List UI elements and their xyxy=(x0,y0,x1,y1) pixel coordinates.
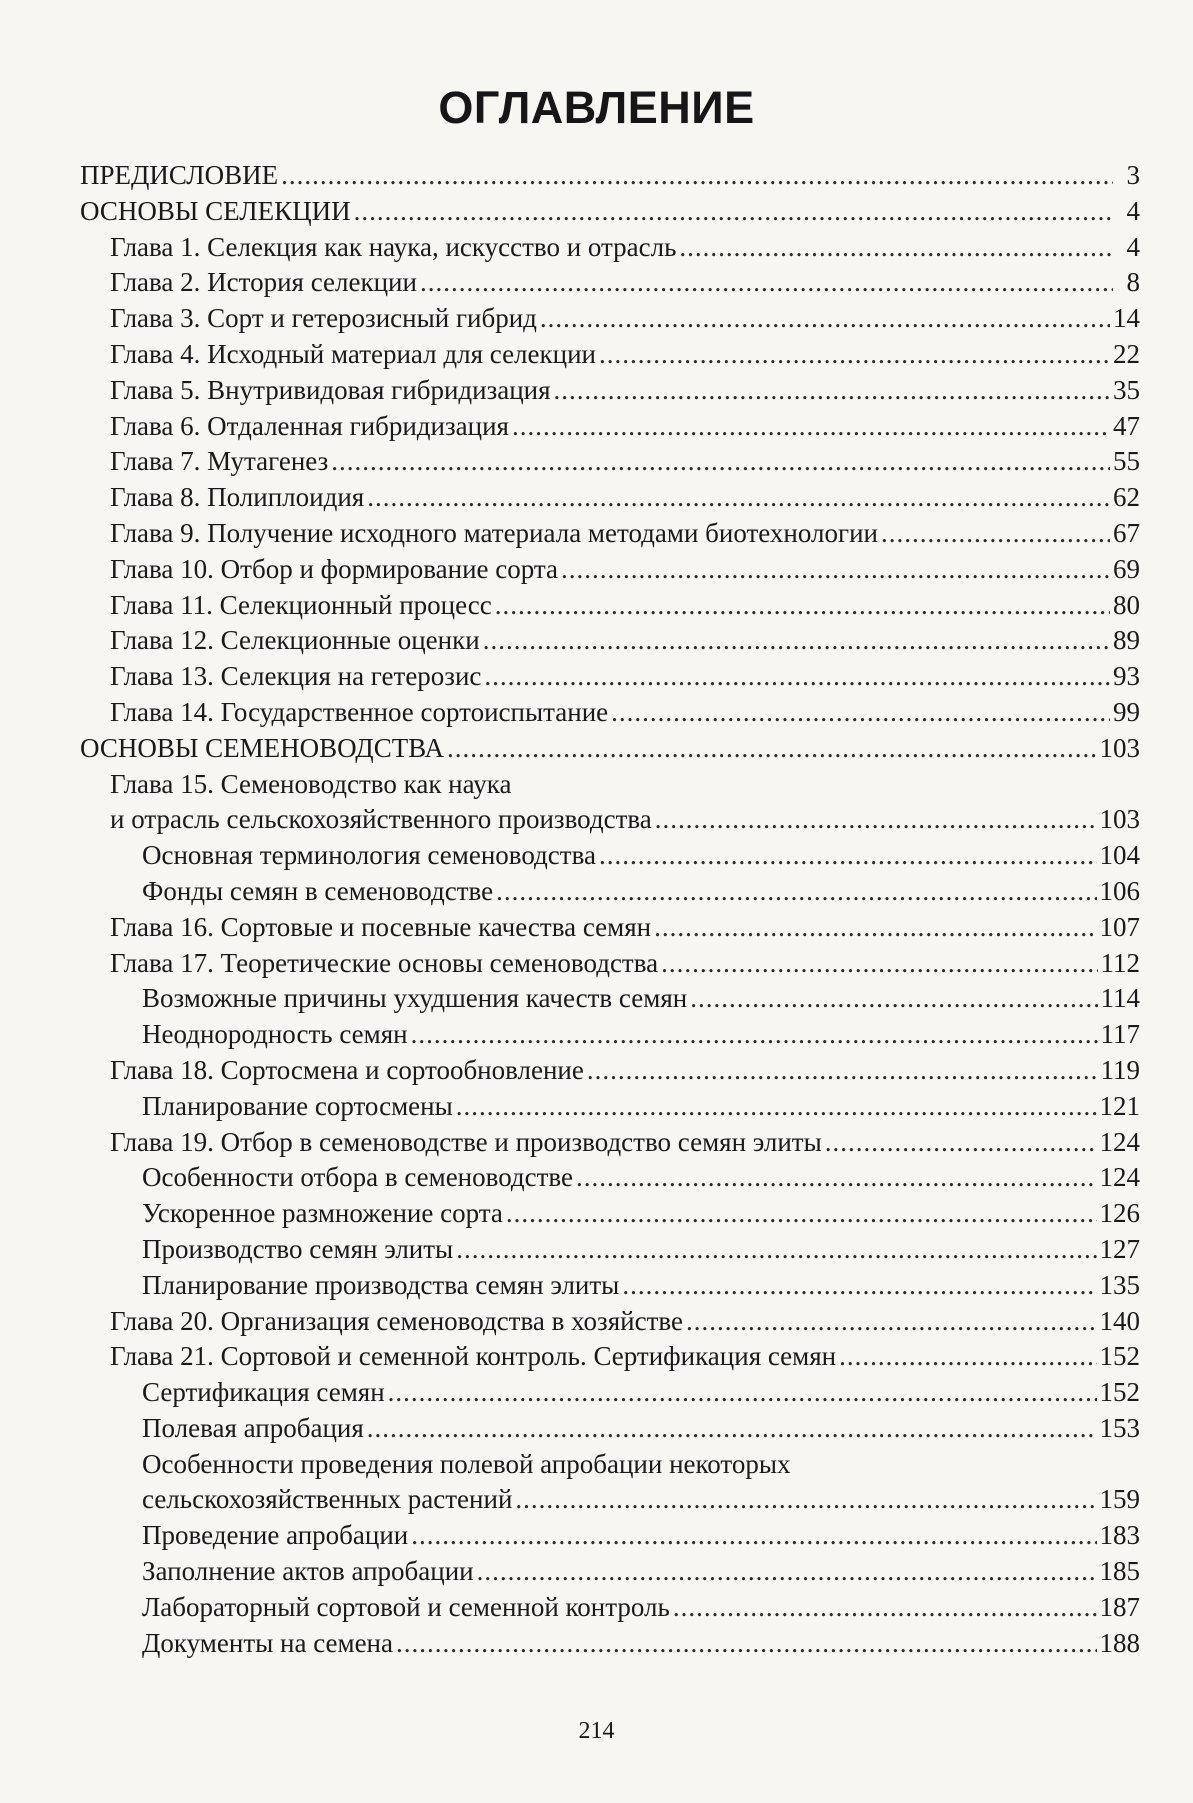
toc-entry xyxy=(80,444,1140,480)
toc-entry xyxy=(80,1518,1140,1554)
toc-entry-page: 93 xyxy=(1113,661,1140,692)
toc-entry-page: 69 xyxy=(1113,553,1140,584)
toc-entry-label: Глава 20. Организация семеноводства в хозяйстве xyxy=(110,1305,683,1336)
toc-entry xyxy=(80,1626,1140,1662)
toc-entry xyxy=(80,802,1140,838)
toc-entry-label: Планирование производства семян элиты xyxy=(142,1269,620,1300)
toc-leader-dots xyxy=(447,731,1096,767)
toc-entry xyxy=(80,981,1140,1017)
toc-entry-label: Глава 14. Государственное сортоиспытание xyxy=(110,696,609,727)
toc-entry-page: 4 xyxy=(1126,231,1140,262)
toc-entry-label: Планирование сортосмены xyxy=(142,1090,453,1121)
page-number: 214 xyxy=(578,1718,615,1744)
toc-entry-label: Неоднородность семян xyxy=(142,1019,408,1050)
toc-entry-page: 185 xyxy=(1099,1556,1140,1587)
toc-entry-page: 103 xyxy=(1099,732,1140,763)
toc-entry-page: 112 xyxy=(1100,947,1140,978)
toc-entry-label: Особенности проведения полевой апробации некоторых xyxy=(142,1448,791,1479)
toc-entry-label: Глава 13. Селекция на гетерозис xyxy=(110,661,482,692)
toc-leader-dots xyxy=(576,1160,1096,1196)
toc-entry-page: 124 xyxy=(1099,1126,1140,1157)
toc-entry xyxy=(80,301,1140,337)
toc-leader-dots xyxy=(477,1554,1097,1590)
toc-leader-dots xyxy=(881,516,1110,552)
toc-entry-label: сельскохозяйственных растений xyxy=(142,1484,513,1515)
toc-entry xyxy=(80,1160,1140,1196)
toc-leader-dots xyxy=(611,695,1110,731)
toc-entry-label: Глава 12. Селекционные оценки xyxy=(110,625,480,656)
toc-entry xyxy=(80,158,1140,194)
toc-entry-page: 117 xyxy=(1100,1019,1140,1050)
toc-entry xyxy=(80,1411,1140,1447)
toc-entry-label: Глава 6. Отдаленная гибридизация xyxy=(110,410,509,441)
toc-entry-page: 126 xyxy=(1099,1198,1140,1229)
toc-entry-label: Глава 1. Селекция как наука, искусство и отрасль xyxy=(110,231,677,262)
toc-leader-dots xyxy=(622,1268,1096,1304)
toc-entry-label: Глава 7. Мутагенез xyxy=(110,446,329,477)
toc-entry xyxy=(80,1017,1140,1053)
toc-entry-page: 124 xyxy=(1099,1162,1140,1193)
toc-entry xyxy=(80,230,1140,266)
toc-leader-dots xyxy=(686,1304,1097,1340)
toc-entry xyxy=(80,265,1140,301)
toc-entry xyxy=(80,1339,1140,1375)
toc-entry-page: 3 xyxy=(1126,160,1140,190)
toc-entry xyxy=(80,659,1140,695)
toc-entry xyxy=(80,337,1140,373)
toc-leader-dots xyxy=(456,1232,1096,1268)
toc-leader-dots xyxy=(367,480,1110,516)
toc-entry-label: Основная терминология семеноводства xyxy=(142,840,596,871)
toc-leader-dots xyxy=(484,659,1110,695)
toc-entry-page: 99 xyxy=(1113,696,1140,727)
toc-leader-dots xyxy=(367,1411,1097,1447)
toc-entry-page: 107 xyxy=(1099,911,1140,942)
toc-entry xyxy=(80,1447,1140,1483)
toc-leader-dots xyxy=(420,265,1113,301)
toc-entry xyxy=(80,1375,1140,1411)
toc-entry-page: 14 xyxy=(1113,303,1140,334)
toc-entry xyxy=(80,409,1140,445)
toc-entry-page: 135 xyxy=(1099,1269,1140,1300)
toc-entry-label: Производство семян элиты xyxy=(142,1233,454,1264)
toc-entry-page: 4 xyxy=(1126,195,1140,226)
toc-leader-dots xyxy=(515,1482,1096,1518)
toc-entry xyxy=(80,1196,1140,1232)
toc-entry-page: 22 xyxy=(1113,338,1140,369)
toc-entry-page: 47 xyxy=(1113,410,1140,441)
toc-entry-label: Заполнение актов апробации xyxy=(142,1556,474,1587)
toc-entry xyxy=(80,1590,1140,1626)
toc-entry-page: 153 xyxy=(1099,1412,1140,1443)
toc-entry-label: Глава 10. Отбор и формирование сорта xyxy=(110,553,559,584)
toc-entry xyxy=(80,1304,1140,1340)
toc-entry-page: 104 xyxy=(1099,840,1140,871)
toc-leader-dots xyxy=(540,301,1110,337)
toc-entry xyxy=(80,767,1140,803)
toc-entry-label: Лабораторный сортовой и семенной контроль xyxy=(142,1591,670,1622)
toc-entry xyxy=(80,1232,1140,1268)
toc-entry xyxy=(80,946,1140,982)
toc-entry xyxy=(80,731,1140,767)
toc-leader-dots xyxy=(411,1518,1096,1554)
toc-entry xyxy=(80,874,1140,910)
toc-entry xyxy=(80,194,1140,230)
toc-entry-page: 188 xyxy=(1099,1627,1140,1658)
toc-entry-label: Глава 3. Сорт и гетерозисный гибрид xyxy=(110,303,537,334)
toc-leader-dots xyxy=(331,444,1110,480)
toc-entry xyxy=(80,838,1140,874)
toc-entry-page: 140 xyxy=(1099,1305,1140,1336)
toc-entry-page: 8 xyxy=(1126,267,1140,298)
toc-entry-page: 159 xyxy=(1099,1484,1140,1515)
toc-leader-dots xyxy=(587,1053,1098,1089)
toc-entry-page: 119 xyxy=(1100,1054,1140,1085)
toc-leader-dots xyxy=(456,1089,1097,1125)
toc-entry-label: Глава 17. Теоретические основы семеноводства xyxy=(110,947,659,978)
toc-leader-dots xyxy=(679,230,1113,266)
toc-leader-dots xyxy=(654,910,1096,946)
toc-entry-label: Глава 15. Семеноводство как наука xyxy=(110,768,512,799)
toc-entry-page: 127 xyxy=(1099,1233,1140,1264)
toc-leader-dots xyxy=(281,158,1113,194)
toc-entry-page: 103 xyxy=(1099,804,1140,835)
toc-entry-label: Возможные причины ухудшения качеств семян xyxy=(142,983,688,1014)
toc-entry-label: Глава 21. Сортовой и семенной контроль. Сертификация семян xyxy=(110,1341,837,1372)
toc-leader-dots xyxy=(506,1196,1097,1232)
toc-leader-dots xyxy=(839,1339,1096,1375)
toc-entry-page: 106 xyxy=(1099,875,1140,906)
toc-leader-dots xyxy=(354,194,1113,230)
toc-entry-label: Особенности отбора в семеноводстве xyxy=(142,1162,574,1193)
toc-entry-page: 187 xyxy=(1099,1591,1140,1622)
table-of-contents xyxy=(80,158,1140,1661)
toc-leader-dots xyxy=(599,838,1097,874)
toc-entry xyxy=(80,588,1140,624)
toc-entry-label: Глава 18. Сортосмена и сортообновление xyxy=(110,1054,584,1085)
toc-entry-label: Глава 11. Селекционный процесс xyxy=(110,589,492,620)
toc-entry xyxy=(80,480,1140,516)
toc-entry-label: Проведение апробации xyxy=(142,1520,409,1551)
page-title: ОГЛАВЛЕНИЕ xyxy=(438,82,755,133)
toc-entry-label: и отрасль сельскохозяйственного производства xyxy=(110,804,652,835)
toc-entry-label: Глава 9. Получение исходного материала методами биотехнологии xyxy=(110,517,878,548)
toc-entry xyxy=(80,695,1140,731)
toc-entry-page: 62 xyxy=(1113,482,1140,513)
toc-entry-page: 89 xyxy=(1113,625,1140,656)
toc-leader-dots xyxy=(496,874,1096,910)
toc-entry-label: ПРЕДИСЛОВИЕ xyxy=(80,160,279,190)
toc-entry xyxy=(80,1268,1140,1304)
toc-entry-label: Глава 4. Исходный материал для селекции xyxy=(110,338,596,369)
toc-entry xyxy=(80,910,1140,946)
toc-entry-page: 55 xyxy=(1113,446,1140,477)
toc-entry-label: Глава 19. Отбор в семеноводстве и производство семян элиты xyxy=(110,1126,822,1157)
toc-entry-page: 183 xyxy=(1099,1520,1140,1551)
toc-entry-label: Глава 8. Полиплоидия xyxy=(110,482,365,513)
toc-entry-label: Глава 16. Сортовые и посевные качества семян xyxy=(110,911,652,942)
toc-leader-dots xyxy=(825,1125,1097,1161)
toc-entry-page: 80 xyxy=(1113,589,1140,620)
toc-entry xyxy=(80,1482,1140,1518)
toc-leader-dots xyxy=(495,588,1110,624)
toc-leader-dots xyxy=(599,337,1110,373)
toc-entry xyxy=(80,516,1140,552)
toc-leader-dots xyxy=(396,1626,1097,1662)
toc-entry-label: Сертификация семян xyxy=(142,1377,385,1408)
toc-entry-label: ОСНОВЫ СЕЛЕКЦИИ xyxy=(80,195,351,226)
toc-entry-page: 67 xyxy=(1113,517,1140,548)
toc-leader-dots xyxy=(554,373,1110,409)
toc-entry xyxy=(80,1053,1140,1089)
toc-entry-label: Глава 5. Внутривидовая гибридизация xyxy=(110,374,551,405)
toc-entry-page: 114 xyxy=(1100,983,1140,1014)
toc-entry xyxy=(80,1125,1140,1161)
toc-entry-label: Документы на семена xyxy=(142,1627,393,1658)
toc-leader-dots xyxy=(690,981,1097,1017)
toc-entry-page: 152 xyxy=(1099,1341,1140,1372)
toc-leader-dots xyxy=(388,1375,1097,1411)
toc-entry-label: Ускоренное размножение сорта xyxy=(142,1198,503,1229)
toc-leader-dots xyxy=(561,552,1110,588)
toc-leader-dots xyxy=(483,623,1110,659)
toc-leader-dots xyxy=(673,1590,1097,1626)
toc-entry xyxy=(80,1089,1140,1125)
toc-entry-page: 35 xyxy=(1113,374,1140,405)
toc-leader-dots xyxy=(411,1017,1098,1053)
toc-entry-label: Полевая апробация xyxy=(142,1412,364,1443)
toc-leader-dots xyxy=(512,409,1110,445)
toc-entry-label: ОСНОВЫ СЕМЕНОВОДСТВА xyxy=(80,732,445,763)
toc-leader-dots xyxy=(655,802,1097,838)
toc-entry-page: 121 xyxy=(1099,1090,1140,1121)
toc-entry xyxy=(80,1554,1140,1590)
toc-entry xyxy=(80,373,1140,409)
toc-entry-page: 152 xyxy=(1099,1377,1140,1408)
toc-entry-label: Глава 2. История селекции xyxy=(110,267,417,298)
toc-entry-label: Фонды семян в семеноводстве xyxy=(142,875,494,906)
toc-leader-dots xyxy=(661,946,1097,982)
toc-entry xyxy=(80,623,1140,659)
toc-entry xyxy=(80,552,1140,588)
